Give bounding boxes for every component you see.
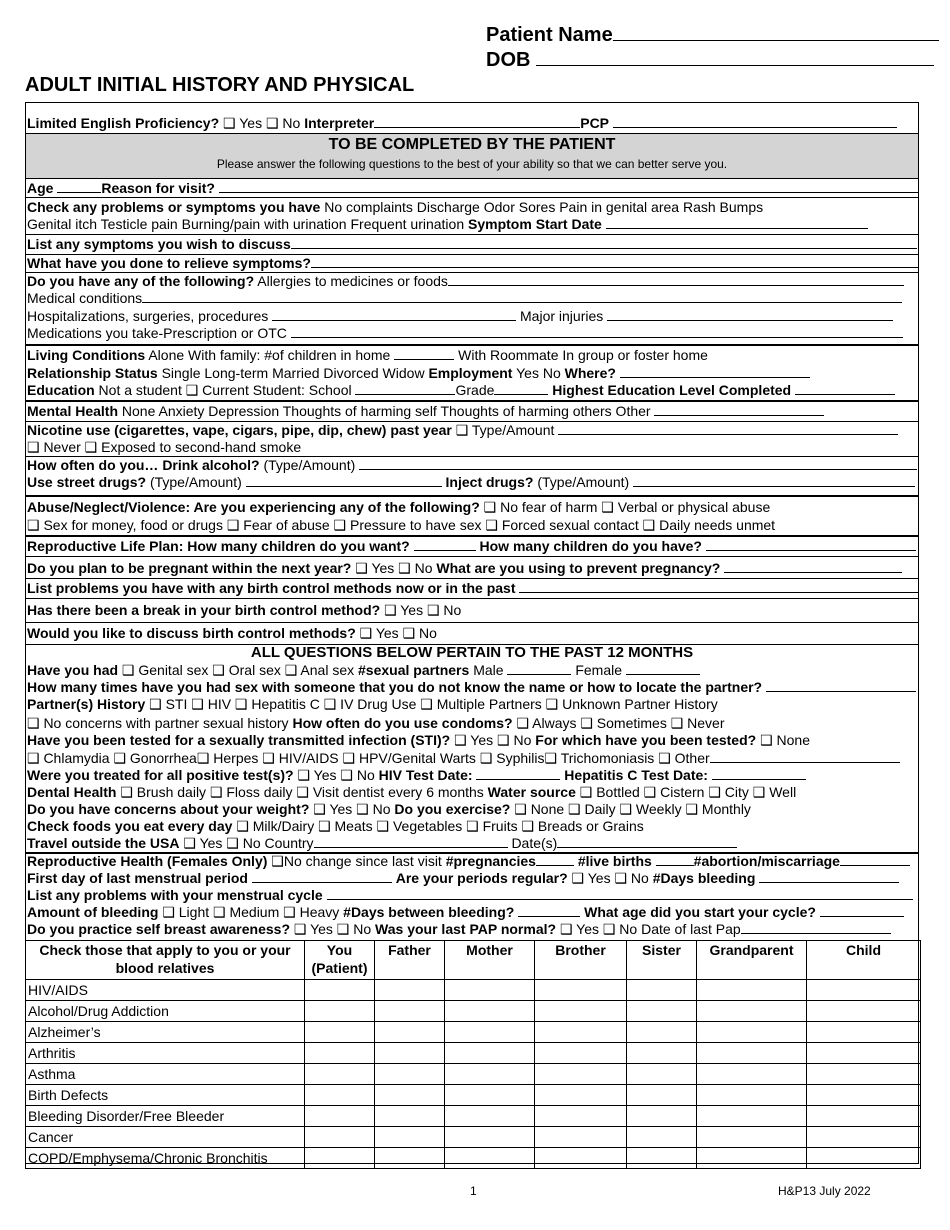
column-header: You (Patient): [305, 941, 375, 980]
check-cell[interactable]: [445, 1085, 535, 1106]
partner-history-row[interactable]: Partner(s) History ❑ STI ❑ HIV ❑ Hepatitis C ❑ IV Drug Use ❑ Multiple Partners ❑ Unknown Partner History: [27, 696, 718, 712]
pregnant-row[interactable]: Do you plan to be pregnant within the next year? ❑ Yes ❑ No What are you using to prevent pregnancy?: [27, 560, 919, 577]
education-row[interactable]: Education Not a student ❑ Current Student: School Grade Highest Education Level Completed: [27, 382, 919, 399]
check-cell[interactable]: [535, 980, 627, 1001]
check-cell[interactable]: [305, 1127, 375, 1148]
patient-name-label: Patient Name: [486, 24, 613, 46]
table-row: [26, 1064, 921, 1085]
condition-label: Birth Defects: [26, 1085, 305, 1106]
check-cell[interactable]: [445, 1001, 535, 1022]
lep-no-checkbox[interactable]: ❑ No: [265, 115, 301, 131]
check-cell[interactable]: [305, 1106, 375, 1127]
check-cell[interactable]: [535, 1001, 627, 1022]
check-cell[interactable]: [807, 1064, 921, 1085]
check-cell[interactable]: [697, 1106, 807, 1127]
abuse-row-2[interactable]: ❑ Sex for money, food or drugs ❑ Fear of abuse ❑ Pressure to have sex ❑ Forced sexual contact ❑ Daily needs unmet: [27, 517, 776, 533]
menstrual-problems-row[interactable]: List any problems with your menstrual cycle: [27, 887, 919, 904]
check-cell[interactable]: [627, 1106, 697, 1127]
lmp-row[interactable]: First day of last menstrual period Are your periods regular? ❑ Yes ❑ No #Days bleeding: [27, 870, 919, 887]
check-cell[interactable]: [305, 1148, 375, 1169]
weight-row[interactable]: Do you have concerns about your weight? ❑ Yes ❑ No Do you exercise? ❑ None ❑ Daily ❑ Weekly ❑ Monthly: [27, 801, 751, 817]
check-cell[interactable]: [445, 1022, 535, 1043]
column-header: Sister: [627, 941, 697, 980]
symptoms-row[interactable]: Check any problems or symptoms you have No complaints Discharge Odor Sores Pain in genital area Rash Bumps: [27, 199, 764, 215]
check-cell[interactable]: [305, 1022, 375, 1043]
check-cell[interactable]: [807, 1127, 921, 1148]
check-cell[interactable]: [305, 1001, 375, 1022]
table-row: [26, 1148, 921, 1169]
condition-label: Alzheimer’s: [26, 1022, 305, 1043]
check-cell[interactable]: [375, 1085, 445, 1106]
bc-discuss-row[interactable]: Would you like to discuss birth control methods? ❑ Yes ❑ No: [27, 625, 437, 641]
rlp-row[interactable]: Reproductive Life Plan: How many children do you want? How many children do you have?: [27, 538, 919, 555]
check-cell[interactable]: [627, 1148, 697, 1169]
column-header: Brother: [535, 941, 627, 980]
banner-title: TO BE COMPLETED BY THE PATIENT: [328, 136, 616, 153]
past-12-months-heading: ALL QUESTIONS BELOW PERTAIN TO THE PAST 12 MONTHS: [250, 644, 694, 661]
check-cell[interactable]: [807, 1106, 921, 1127]
check-cell[interactable]: [807, 980, 921, 1001]
patient-banner: [26, 134, 918, 178]
alcohol-row[interactable]: How often do you… Drink alcohol? (Type/Amount): [27, 457, 919, 474]
mental-row[interactable]: Mental Health None Anxiety Depression Thoughts of harming self Thoughts of harming others Other: [27, 403, 919, 420]
bc-problems-row[interactable]: List problems you have with any birth control methods now or in the past: [27, 580, 919, 597]
patient-name-line[interactable]: [486, 24, 939, 47]
column-header: Father: [375, 941, 445, 980]
age-field[interactable]: [57, 180, 101, 193]
age-row: Age Reason for visit?: [27, 180, 919, 197]
check-cell[interactable]: [627, 1127, 697, 1148]
relieve-row[interactable]: What have you done to relieve symptoms?: [27, 255, 919, 272]
banner-subtitle: Please answer the following questions to the best of your ability so that we can better serve you.: [216, 157, 728, 171]
form-code: H&P13 July 2022: [778, 1184, 871, 1198]
check-cell[interactable]: [627, 1064, 697, 1085]
lep-row: Limited English Proficiency? ❑ Yes ❑ No Interpreter PCP: [27, 115, 919, 132]
treated-row[interactable]: Were you treated for all positive test(s)? ❑ Yes ❑ No HIV Test Date: Hepatitis C Test Date:: [27, 767, 919, 784]
check-cell[interactable]: [375, 1148, 445, 1169]
foods-row[interactable]: Check foods you eat every day ❑ Milk/Dairy ❑ Meats ❑ Vegetables ❑ Fruits ❑ Breads or Grains: [27, 818, 644, 834]
list-symptoms-row[interactable]: List any symptoms you wish to discuss: [27, 236, 919, 253]
table-row: [26, 1127, 921, 1148]
living-row[interactable]: Living Conditions Alone With family: #of children in home With Roommate In group or foster home: [27, 347, 708, 363]
check-cell[interactable]: [375, 1127, 445, 1148]
check-cell[interactable]: [305, 980, 375, 1001]
nicotine-row[interactable]: Nicotine use (cigarettes, vape, cigars, pipe, dip, chew) past year ❑ Type/Amount: [27, 422, 919, 439]
check-cell[interactable]: [697, 1064, 807, 1085]
table-row: [26, 1085, 921, 1106]
unknown-partner-row[interactable]: How many times have you had sex with someone that you do not know the name or how to locate the partner?: [27, 679, 919, 696]
check-cell[interactable]: [375, 1064, 445, 1085]
condition-label: COPD/Emphysema/Chronic Bronchitis: [26, 1148, 305, 1169]
check-cell[interactable]: [697, 1022, 807, 1043]
check-cell[interactable]: [697, 1043, 807, 1064]
dob-line[interactable]: [486, 49, 934, 72]
table-row: [26, 1106, 921, 1127]
check-cell[interactable]: [627, 980, 697, 1001]
check-cell[interactable]: [445, 980, 535, 1001]
table-row: [26, 1043, 921, 1064]
check-cell[interactable]: [627, 1043, 697, 1064]
check-cell[interactable]: [445, 1127, 535, 1148]
interpreter-field[interactable]: [374, 115, 580, 128]
check-cell[interactable]: [807, 1001, 921, 1022]
check-cell[interactable]: [697, 1148, 807, 1169]
check-cell[interactable]: [375, 1001, 445, 1022]
following-row[interactable]: Do you have any of the following? Allergies to medicines or foods: [27, 273, 919, 290]
check-cell[interactable]: [627, 1022, 697, 1043]
relationship-row[interactable]: Relationship Status Single Long-term Married Divorced Widow Employment Yes No Where?: [27, 365, 919, 382]
table-row: [26, 1001, 921, 1022]
page-number: 1: [470, 1184, 477, 1198]
check-cell[interactable]: [627, 1001, 697, 1022]
check-cell[interactable]: [375, 1043, 445, 1064]
reason-field[interactable]: [219, 180, 919, 193]
condition-label: Alcohol/Drug Addiction: [26, 1001, 305, 1022]
check-cell[interactable]: [375, 980, 445, 1001]
column-header: Check those that apply to you or your blood relatives: [26, 941, 305, 980]
symptoms-row-2[interactable]: Genital itch Testicle pain Burning/pain with urination Frequent urination Symptom Start Date: [27, 216, 919, 233]
check-cell[interactable]: [697, 1085, 807, 1106]
amount-row[interactable]: Amount of bleeding ❑ Light ❑ Medium ❑ Heavy #Days between bleeding? What age did you start your cycle?: [27, 904, 919, 921]
check-cell[interactable]: [375, 1106, 445, 1127]
lep-yes-checkbox[interactable]: ❑ Yes: [223, 115, 263, 131]
check-cell[interactable]: [305, 1085, 375, 1106]
check-cell[interactable]: [445, 1148, 535, 1169]
nicotine-row-2[interactable]: ❑ Never ❑ Exposed to second-hand smoke: [27, 439, 302, 455]
condoms-row[interactable]: ❑ No concerns with partner sexual history How often do you use condoms? ❑ Always ❑ Sometimes ❑ Never: [27, 715, 725, 731]
check-cell[interactable]: [535, 1043, 627, 1064]
column-header: Child: [807, 941, 921, 980]
check-cell[interactable]: [807, 1148, 921, 1169]
check-cell[interactable]: [807, 1085, 921, 1106]
check-cell[interactable]: [535, 1064, 627, 1085]
form-title: ADULT INITIAL HISTORY AND PHYSICAL: [25, 74, 415, 96]
column-header: Mother: [445, 941, 535, 980]
check-cell[interactable]: [535, 1085, 627, 1106]
check-cell[interactable]: [697, 1001, 807, 1022]
check-cell[interactable]: [807, 1022, 921, 1043]
table-header-row: [26, 941, 921, 980]
repro-row[interactable]: Reproductive Health (Females Only) ❑No change since last visit #pregnancies #live births #abortion/miscarriage: [27, 853, 919, 870]
medical-row[interactable]: Medical conditions: [27, 290, 919, 307]
dental-row[interactable]: Dental Health ❑ Brush daily ❑ Floss daily ❑ Visit dentist every 6 months Water source ❑ Bottled ❑ Cistern ❑ City ❑ Well: [27, 784, 797, 800]
check-cell[interactable]: [535, 1148, 627, 1169]
condition-label: Bleeding Disorder/Free Bleeder: [26, 1106, 305, 1127]
condition-label: Arthritis: [26, 1043, 305, 1064]
check-cell[interactable]: [807, 1043, 921, 1064]
family-history-table: [25, 940, 921, 1169]
check-cell[interactable]: [305, 1064, 375, 1085]
table-row: [26, 1022, 921, 1043]
hosp-row[interactable]: Hospitalizations, surgeries, procedures Major injuries: [27, 308, 919, 325]
check-cell[interactable]: [445, 1106, 535, 1127]
check-cell[interactable]: [445, 1064, 535, 1085]
check-cell[interactable]: [535, 1022, 627, 1043]
condition-label: Asthma: [26, 1064, 305, 1085]
check-cell[interactable]: [305, 1043, 375, 1064]
meds-row[interactable]: Medications you take-Prescription or OTC: [27, 325, 919, 342]
check-cell[interactable]: [697, 980, 807, 1001]
check-cell[interactable]: [375, 1022, 445, 1043]
drugs-row[interactable]: Use street drugs? (Type/Amount) Inject drugs? (Type/Amount): [27, 474, 919, 491]
bc-break-row[interactable]: Has there been a break in your birth control method? ❑ Yes ❑ No: [27, 602, 462, 618]
check-cell[interactable]: [627, 1085, 697, 1106]
travel-row[interactable]: Travel outside the USA ❑ Yes ❑ No Country Date(s): [27, 835, 919, 852]
breast-row[interactable]: Do you practice self breast awareness? ❑ Yes ❑ No Was your last PAP normal? ❑ Yes ❑ No Date of last Pap: [27, 921, 919, 938]
condition-label: Cancer: [26, 1127, 305, 1148]
had-row[interactable]: Have you had ❑ Genital sex ❑ Oral sex ❑ Anal sex #sexual partners Male Female: [27, 662, 919, 679]
pcp-field[interactable]: [613, 115, 897, 128]
abuse-row[interactable]: Abuse/Neglect/Violence: Are you experiencing any of the following? ❑ No fear of harm ❑ Verbal or physical abuse: [27, 499, 771, 515]
check-cell[interactable]: [697, 1127, 807, 1148]
check-cell[interactable]: [445, 1043, 535, 1064]
dob-label: DOB: [486, 49, 531, 71]
check-cell[interactable]: [535, 1127, 627, 1148]
sti-list-row[interactable]: ❑ Chlamydia ❑ Gonorrhea❑ Herpes ❑ HIV/AIDS ❑ HPV/Genital Warts ❑ Syphilis❑ Trichomoniasis ❑ Other: [27, 750, 919, 767]
table-row: [26, 980, 921, 1001]
condition-label: HIV/AIDS: [26, 980, 305, 1001]
column-header: Grandparent: [697, 941, 807, 980]
sti-row[interactable]: Have you been tested for a sexually transmitted infection (STI)? ❑ Yes ❑ No For which have you been tested? ❑ None: [27, 732, 811, 748]
check-cell[interactable]: [535, 1106, 627, 1127]
